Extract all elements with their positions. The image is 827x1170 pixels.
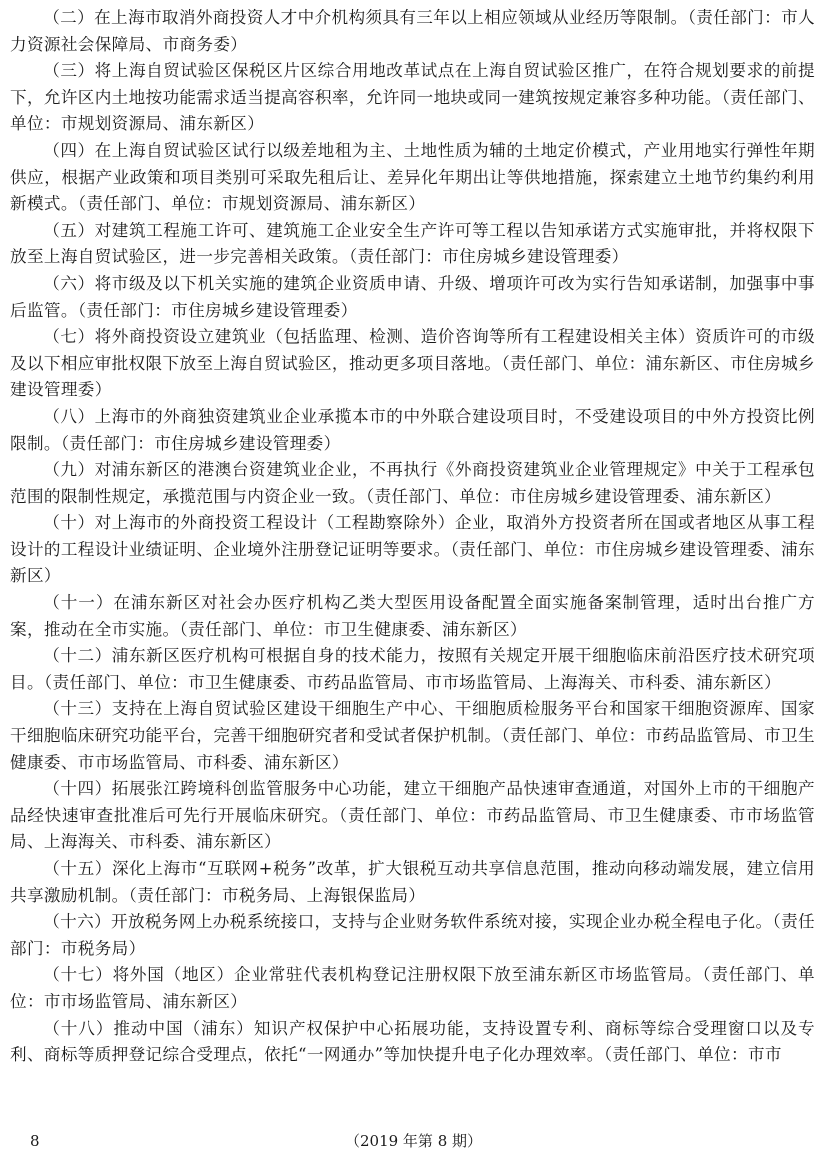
paragraph-item-11: （十一）在浦东新区对社会办医疗机构乙类大型医用设备配置全面实施备案制管理，适时出台推广方案，推动在全市实施。（责任部门、单位：市卫生健康委、浦东新区） bbox=[10, 593, 815, 639]
paragraph-item-13: （十三）支持在上海自贸试验区建设干细胞生产中心、干细胞质检服务平台和国家干细胞资源库、国家干细胞临床研究功能平台，完善干细胞研究者和受试者保护机制。（责任部门、单位：市药品监管局、市卫生健康委、市市场监管局、市科委、浦东新区） bbox=[10, 699, 815, 772]
paragraph-item-5: （五）对建筑工程施工许可、建筑施工企业安全生产许可等工程以告知承诺方式实施审批，并将权限下放至上海自贸试验区，进一步完善相关政策。（责任部门：市住房城乡建设管理委） bbox=[10, 220, 815, 267]
paragraph-item-16: （十六）开放税务网上办税系统接口，支持与企业财务软件系统对接，实现企业办税全程电子化。（责任部门：市税务局） bbox=[10, 912, 815, 958]
paragraph-item-2: （二）在上海市取消外商投资人才中介机构须具有三年以上相应领域从业经历等限制。（责任部门：市人力资源社会保障局、市商务委） bbox=[10, 8, 815, 54]
page-footer bbox=[0, 1128, 827, 1154]
paragraph-item-3: （三）将上海自贸试验区保税区片区综合用地改革试点在上海自贸试验区推广，在符合规划要求的前提下，允许区内土地按功能需求适当提高容积率，允许同一地块或同一建筑按规定兼容多种功能。（责任部门、单位：市规划资源局、浦东新区） bbox=[10, 61, 815, 134]
paragraph-item-15: （十五）深化上海市“互联网+税务”改革，扩大银税互动共享信息范围，推动向移动端发展，建立信用共享激励机制。（责任部门：市税务局、上海银保监局） bbox=[10, 859, 815, 905]
paragraph-item-12: （十二）浦东新区医疗机构可根据自身的技术能力，按照有关规定开展干细胞临床前沿医疗技术研究项目。（责任部门、单位：市卫生健康委、市药品监管局、市市场监管局、上海海关、市科委、浦东新区） bbox=[10, 646, 815, 692]
paragraph-item-4: （四）在上海自贸试验区试行以级差地租为主、土地性质为辅的土地定价模式，产业用地实行弹性年期供应，根据产业政策和项目类别可采取先租后让、差异化年期出让等供地措施，探索建立土地节约集约利用新模式。（责任部门、单位：市规划资源局、浦东新区） bbox=[10, 140, 815, 214]
document-body bbox=[10, 5, 815, 1069]
paragraph-item-7: （七）将外商投资设立建筑业（包括监理、检测、造价咨询等所有工程建设相关主体）资质许可的市级及以下相应审批权限下放至上海自贸试验区，推动更多项目落地。（责任部门、单位：浦东新区、市住房城乡建设管理委） bbox=[10, 327, 815, 400]
paragraph-item-8: （八）上海市的外商独资建筑业企业承揽本市的中外联合建设项目时，不受建设项目的中外方投资比例限制。（责任部门：市住房城乡建设管理委） bbox=[10, 406, 815, 453]
paragraph-item-17: （十七）将外国（地区）企业常驻代表机构登记注册权限下放至浦东新区市场监管局。（责任部门、单位：市市场监管局、浦东新区） bbox=[10, 965, 815, 1011]
paragraph-item-9: （九）对浦东新区的港澳台资建筑业企业，不再执行《外商投资建筑业企业管理规定》中关于工程承包范围的限制性规定，承揽范围与内资企业一致。（责任部门、单位：市住房城乡建设管理委、浦东新区） bbox=[10, 460, 815, 506]
issue-label: （2019 年第 8 期） bbox=[344, 1132, 483, 1150]
paragraph-item-6: （六）将市级及以下机关实施的建筑企业资质申请、升级、增项许可改为实行告知承诺制，加强事中事后监管。（责任部门：市住房城乡建设管理委） bbox=[10, 273, 815, 320]
paragraph-item-10: （十）对上海市的外商投资工程设计（工程勘察除外）企业，取消外方投资者所在国或者地区从事工程设计的工程设计业绩证明、企业境外注册登记证明等要求。（责任部门、单位：市住房城乡建设管理委、浦东新区） bbox=[10, 513, 815, 586]
paragraph-item-14: （十四）拓展张江跨境科创监管服务中心功能，建立干细胞产品快速审查通道，对国外上市的干细胞产品经快速审查批准后可先行开展临床研究。（责任部门、单位：市药品监管局、市卫生健康委、市市场监管局、上海海关、市科委、浦东新区） bbox=[10, 779, 815, 852]
page-number: 8 bbox=[30, 1132, 40, 1150]
paragraph-item-18: （十八）推动中国（浦东）知识产权保护中心拓展功能，支持设置专利、商标等综合受理窗口以及专利、商标等质押登记综合受理点，依托“一网通办”等加快提升电子化办理效率。（责任部门、单位：市市 bbox=[10, 1018, 815, 1065]
